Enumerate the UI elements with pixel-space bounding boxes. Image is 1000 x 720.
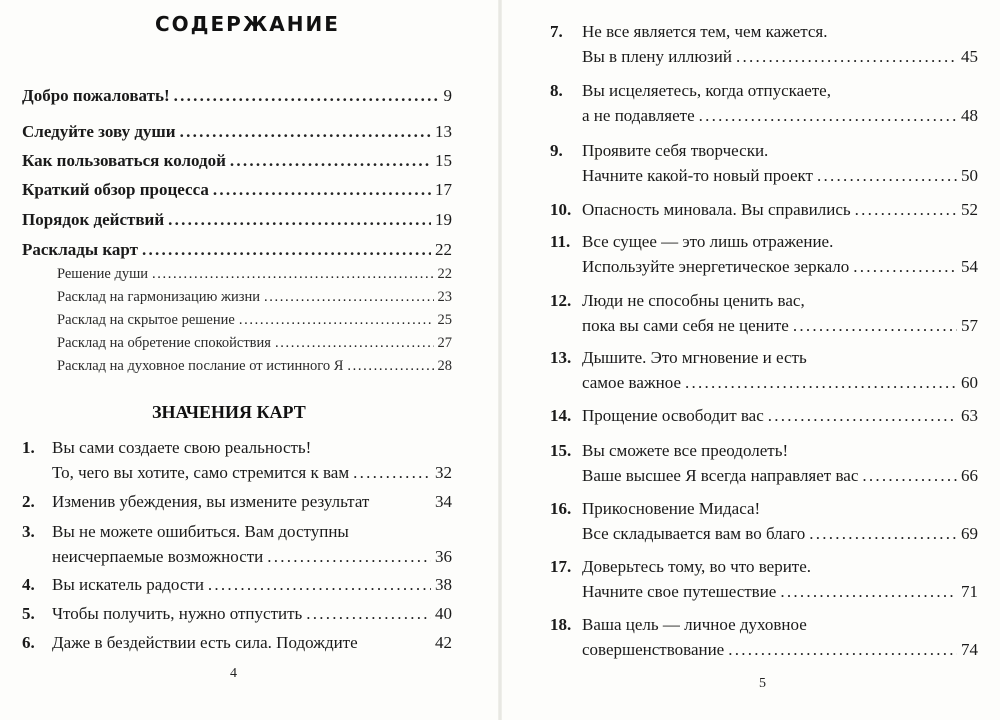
toc-subentry-title: Расклад на духовное послание от истинного Я — [57, 358, 344, 374]
card-page: 54 — [961, 257, 978, 276]
card-title-line1-text: Изменив убеждения, вы измените результат — [52, 492, 370, 511]
card-title-line1 — [52, 492, 452, 512]
card-title-line2 — [582, 582, 978, 602]
toc-entry-title: Порядок действий — [22, 210, 165, 229]
card-title-line1-text: Вы искатель радости — [52, 575, 204, 594]
card-page: 48 — [961, 106, 978, 125]
leader-dots — [174, 86, 440, 106]
leader-dots — [230, 151, 431, 171]
leader-dots — [793, 316, 957, 336]
toc-entry-title: Как пользоваться колодой — [22, 151, 226, 170]
card-title-line2-text: неисчерпаемые возможности — [52, 547, 264, 566]
card-title-line1: Не все является тем, чем кажется. — [582, 22, 828, 41]
toc-entry[interactable] — [22, 122, 452, 142]
card-title-line1: Вы сами создаете свою реальность! — [52, 438, 312, 457]
card-title-line1-text: Чтобы получить, нужно отпустить — [52, 604, 303, 623]
leader-dots — [142, 240, 431, 260]
toc-entry-title: Следуйте зову души — [22, 122, 176, 141]
toc-subentry-title: Расклад на гармонизацию жизни — [57, 289, 260, 305]
card-title-line2 — [582, 316, 978, 336]
toc-entry-title: Краткий обзор процесса — [22, 180, 209, 199]
card-title-line1 — [52, 604, 452, 624]
toc-subentry-page: 25 — [437, 312, 452, 328]
card-title-line1: Все сущее — это лишь отражение. — [582, 232, 834, 251]
card-page: 45 — [961, 47, 978, 66]
card-number: 12. — [550, 291, 572, 310]
leader-dots — [853, 257, 957, 277]
card-page: 34 — [435, 492, 452, 511]
leader-dots — [809, 524, 957, 544]
card-title-line1 — [582, 200, 978, 220]
leader-dots — [152, 266, 433, 283]
leader-dots — [353, 463, 431, 483]
card-title-line2-text: Начните какой-то новый проект — [582, 166, 813, 185]
card-page: 63 — [961, 406, 978, 425]
card-page: 50 — [961, 166, 978, 185]
card-title-line2-text: Вы в плену иллюзий — [582, 47, 732, 66]
leader-dots — [855, 200, 957, 220]
card-number: 16. — [550, 499, 572, 518]
card-title-line2-text: самое важное — [582, 373, 682, 392]
toc-subentry-title: Решение души — [57, 266, 149, 282]
card-title-line2 — [582, 166, 978, 186]
card-title-line1-text: Опасность миновала. Вы справились — [582, 200, 851, 219]
leader-dots — [817, 166, 957, 186]
leader-dots — [780, 582, 957, 602]
card-number: 6. — [22, 633, 35, 652]
toc-title: СОДЕРЖАНИЕ — [155, 12, 340, 36]
toc-entry-title: Расклады карт — [22, 240, 139, 259]
card-page: 69 — [961, 524, 978, 543]
card-page: 60 — [961, 373, 978, 392]
toc-entry[interactable] — [22, 180, 452, 200]
card-number: 15. — [550, 441, 572, 460]
card-title-line1: Дышите. Это мгновение и есть — [582, 348, 807, 367]
toc-subentry-title: Расклад на скрытое решение — [57, 312, 235, 328]
card-title-line2-text: Начните свое путешествие — [582, 582, 777, 601]
card-page: 57 — [961, 316, 978, 335]
leader-dots — [862, 466, 957, 486]
leader-dots — [267, 547, 431, 567]
card-title-line1 — [582, 406, 978, 426]
card-title-line2 — [582, 257, 978, 277]
toc-entry-page: 22 — [435, 240, 452, 259]
card-number: 17. — [550, 557, 572, 576]
card-title-line2 — [582, 524, 978, 544]
card-page: 52 — [961, 200, 978, 219]
card-number: 2. — [22, 492, 35, 511]
toc-subentry[interactable] — [57, 312, 452, 329]
card-page: 74 — [961, 640, 978, 659]
leader-dots — [736, 47, 957, 67]
card-number: 9. — [550, 141, 563, 160]
card-title-line2-text: Используйте энергетическое зеркало — [582, 257, 850, 276]
leader-dots — [213, 180, 431, 200]
card-page: 71 — [961, 582, 978, 601]
leader-dots — [168, 210, 431, 230]
card-page: 36 — [435, 547, 452, 566]
leader-dots — [208, 575, 431, 595]
leader-dots — [768, 406, 957, 426]
card-page: 32 — [435, 463, 452, 482]
card-title-line2-text: Все складывается вам во благо — [582, 524, 806, 543]
card-number: 7. — [550, 22, 563, 41]
right-page — [500, 0, 1000, 720]
card-title-line1: Вы не можете ошибиться. Вам доступны — [52, 522, 349, 541]
toc-subentry[interactable] — [57, 266, 452, 283]
card-page: 40 — [435, 604, 452, 623]
card-title-line1-text: Даже в бездействии есть сила. Подождите — [52, 633, 358, 652]
toc-subentry-page: 28 — [437, 358, 452, 374]
card-page: 42 — [435, 633, 452, 652]
card-title-line2-text: пока вы сами себя не цените — [582, 316, 789, 335]
toc-entry[interactable] — [22, 240, 452, 260]
toc-subentry-page: 27 — [437, 335, 452, 351]
card-number: 11. — [550, 232, 571, 251]
card-number: 18. — [550, 615, 572, 634]
page-number-left: 4 — [230, 666, 237, 681]
card-number: 10. — [550, 200, 572, 219]
card-title-line1 — [52, 633, 452, 653]
toc-subentry[interactable] — [57, 289, 452, 306]
card-number: 1. — [22, 438, 35, 457]
card-title-line1: Прикосновение Мидаса! — [582, 499, 761, 518]
cards-section-title: ЗНАЧЕНИЯ КАРТ — [152, 402, 306, 422]
toc-subentry-page: 23 — [437, 289, 452, 305]
card-number: 3. — [22, 522, 35, 541]
toc-entry-page: 15 — [435, 151, 452, 170]
toc-entry-page: 17 — [435, 180, 452, 199]
card-number: 13. — [550, 348, 572, 367]
card-title-line1-text: Прощение освободит вас — [582, 406, 764, 425]
toc-subentry[interactable] — [57, 335, 452, 352]
toc-entry-page: 9 — [443, 86, 452, 105]
toc-entry[interactable] — [22, 210, 452, 230]
page-number-right: 5 — [759, 676, 766, 691]
card-title-line2 — [582, 106, 978, 126]
card-number: 14. — [550, 406, 572, 425]
leader-dots — [264, 289, 434, 306]
toc-subentry-page: 22 — [437, 266, 452, 282]
card-title-line1 — [52, 575, 452, 595]
toc-entry[interactable] — [22, 151, 452, 171]
card-title-line2 — [582, 640, 978, 660]
card-title-line2-text: Ваше высшее Я всегда направляет вас — [582, 466, 859, 485]
leader-dots — [306, 604, 431, 624]
leader-dots — [685, 373, 957, 393]
card-title-line2 — [52, 547, 452, 567]
card-title-line1: Ваша цель — личное духовное — [582, 615, 807, 634]
card-title-line1: Люди не способны ценить вас, — [582, 291, 805, 310]
card-title-line2-text: То, чего вы хотите, само стремится к вам — [52, 463, 350, 482]
toc-entry-title: Добро пожаловать! — [22, 86, 170, 105]
card-title-line2 — [582, 47, 978, 67]
card-title-line2 — [582, 466, 978, 486]
card-title-line1: Доверьтесь тому, во что верите. — [582, 557, 812, 576]
card-title-line2-text: а не подавляете — [582, 106, 695, 125]
card-title-line2-text: совершенствование — [582, 640, 725, 659]
leader-dots — [699, 106, 957, 126]
card-title-line1: Вы исцеляетесь, когда отпускаете, — [582, 81, 831, 100]
card-page: 38 — [435, 575, 452, 594]
toc-subentry-title: Расклад на обретение спокойствия — [57, 335, 271, 351]
leader-dots — [728, 640, 957, 660]
toc-entry-page: 19 — [435, 210, 452, 229]
card-title-line2 — [52, 463, 452, 483]
card-title-line1: Вы сможете все преодолеть! — [582, 441, 789, 460]
toc-subentry[interactable] — [57, 358, 452, 375]
card-number: 5. — [22, 604, 35, 623]
leader-dots — [180, 122, 431, 142]
leader-dots — [347, 358, 433, 375]
card-number: 4. — [22, 575, 35, 594]
card-title-line1: Проявите себя творчески. — [582, 141, 769, 160]
leader-dots — [239, 312, 434, 329]
card-title-line2 — [582, 373, 978, 393]
toc-entry[interactable] — [22, 86, 452, 106]
leader-dots — [275, 335, 434, 352]
card-page: 66 — [961, 466, 978, 485]
card-number: 8. — [550, 81, 563, 100]
toc-entry-page: 13 — [435, 122, 452, 141]
